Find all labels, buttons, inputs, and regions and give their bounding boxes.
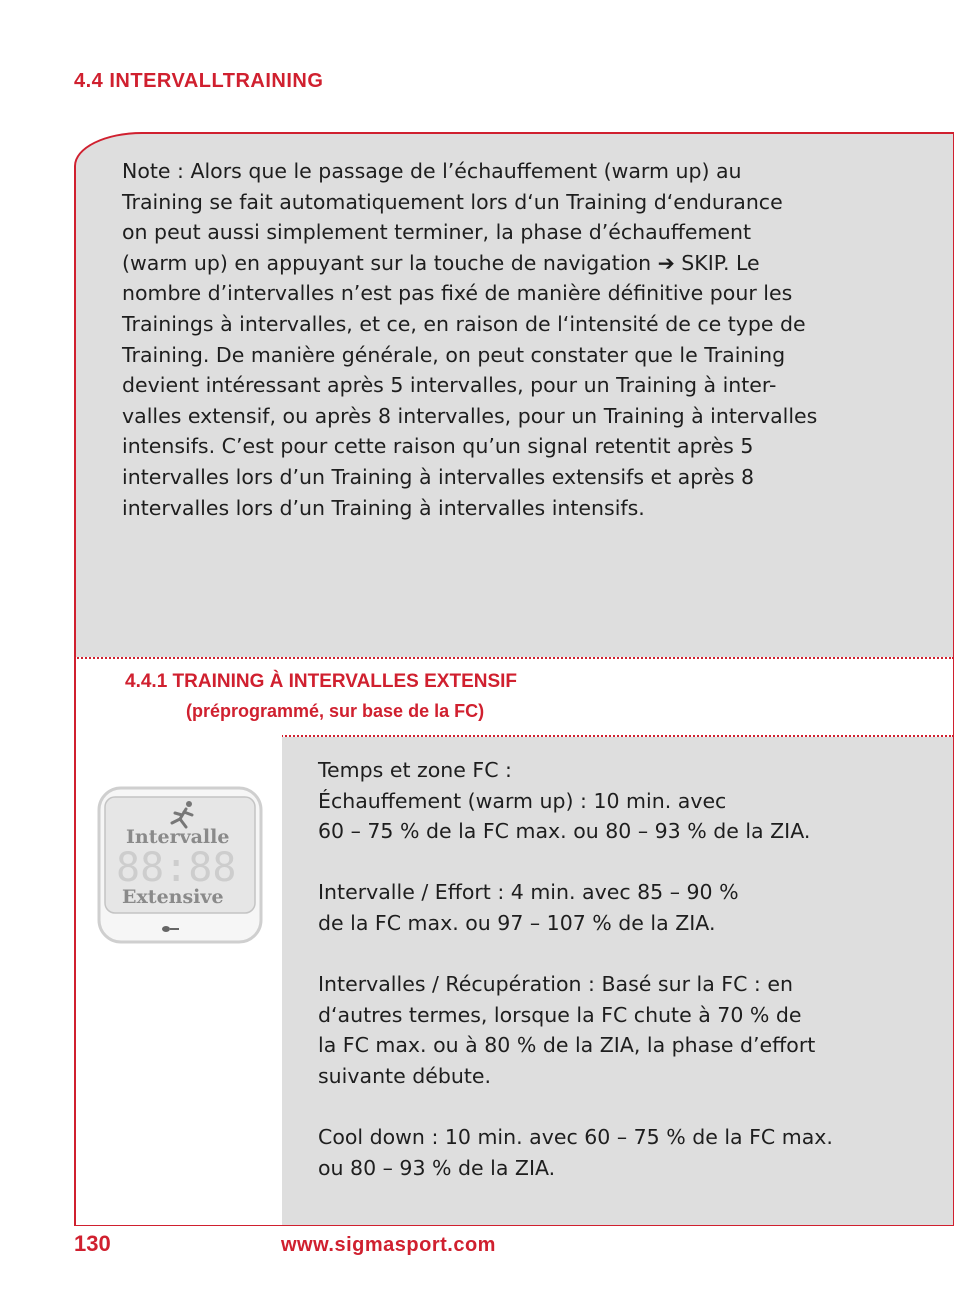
details-line: suivante débute.: [318, 1063, 492, 1088]
details-line: Temps et zone FC :: [318, 758, 512, 782]
details-line: Échauffement (warm up) : 10 min. avec: [318, 788, 727, 813]
note-line: Note : Alors que le passage de l’échauffement (warm up) au: [122, 159, 742, 183]
note-line: Training se fait automatiquement lors d‘un Training d‘endurance: [122, 189, 783, 214]
note-line: Trainings à intervalles, et ce, en raison de l‘intensité de ce type de: [122, 311, 806, 336]
note-line: intensifs. C’est pour cette raison qu’un signal retentit après 5: [122, 434, 754, 459]
subsection-title: 4.4.1 TRAINING À INTERVALLES EXTENSIF: [125, 671, 518, 692]
device-display-image: [96, 785, 264, 945]
note-line: intervalles lors d’un Training à intervalles extensifs et après 8: [122, 464, 755, 489]
footer-url[interactable]: www.sigmasport.com: [281, 1234, 496, 1256]
note-line: devient intéressant après 5 intervalles, pour un Training à inter-: [122, 373, 777, 398]
details-line: Cool down : 10 min. avec 60 – 75 % de la FC max.: [318, 1125, 833, 1150]
section-title: 4.4 INTERVALLTRAINING: [74, 70, 324, 92]
details-line: 60 – 75 % de la FC max. ou 80 – 93 % de la ZIA.: [318, 819, 811, 844]
details-line: ou 80 – 93 % de la ZIA.: [318, 1155, 556, 1180]
subsection-subtitle: (préprogrammé, sur base de la FC): [186, 701, 485, 721]
device-bottom-label: Extensive: [122, 886, 224, 908]
details-paragraph: [318, 877, 878, 938]
note-line: (warm up) en appuyant sur la touche de navigation ➔ SKIP. Le: [122, 250, 760, 275]
note-text: [122, 156, 862, 523]
note-line: valles extensif, ou après 8 intervalles, pour un Training à intervalles: [122, 403, 818, 428]
details-paragraph: [318, 969, 878, 1091]
page-number: 130: [74, 1231, 111, 1256]
details-line: de la FC max. ou 97 – 107 % de la ZIA.: [318, 910, 716, 935]
details-line: Intervalle / Effort : 4 min. avec 85 – 90 %: [318, 880, 739, 905]
content-frame: [74, 132, 954, 1226]
device-digits: 88:88: [116, 845, 237, 891]
details-paragraph: [318, 755, 878, 847]
note-line: Training. De manière générale, on peut constater que le Training: [122, 342, 786, 367]
details-line: d‘autres termes, lorsque la FC chute à 70 % de: [318, 1002, 802, 1027]
details-line: Intervalles / Récupération : Basé sur la FC : en: [318, 972, 793, 997]
training-details: [318, 755, 878, 1214]
subsection-header: [74, 657, 954, 737]
note-line: on peut aussi simplement terminer, la phase d’échauffement: [122, 220, 752, 245]
note-line: nombre d’intervalles n’est pas fixé de manière définitive pour les: [122, 281, 793, 306]
details-paragraph: [318, 1122, 878, 1183]
device-top-label: Intervalle: [126, 826, 230, 848]
details-line: la FC max. ou à 80 % de la ZIA, la phase d’effort: [318, 1033, 816, 1058]
device-column: [76, 735, 282, 1226]
note-line: intervalles lors d’un Training à intervalles intensifs.: [122, 495, 645, 520]
